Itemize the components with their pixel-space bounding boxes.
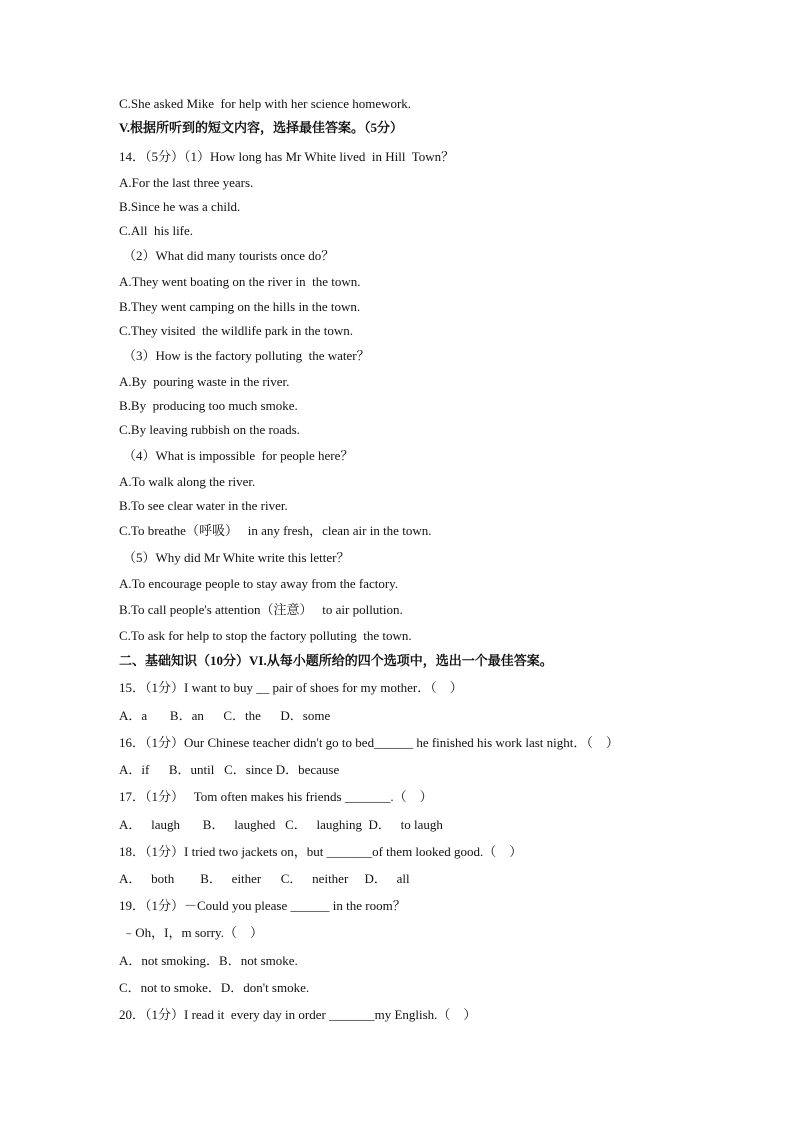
option-c: C.All his life. [119,223,194,238]
question-17: 17．（1分） Tom often makes his friends _______.（ ） [119,789,433,804]
question-20: 20．（1分）I read it every day in order _______my English.（ ） [119,1007,477,1022]
option-c: C.To ask for help to stop the factory polluting the town. [119,628,412,643]
option-a: A.By pouring waste in the river. [119,374,290,389]
option-a: A.To encourage people to stay away from the factory. [119,576,399,591]
question-14-1: 14．（5分）（1）How long has Mr White lived in Hill Town？ [119,149,455,164]
question-19-options-ab: A．not smoking．B．not smoke. [119,953,298,968]
question-18-options: A． both B． either C． neither D． all [119,871,410,886]
question-15-options: A．a B．an C．the D．some [119,708,331,723]
section-v-heading: V.根据所听到的短文内容，选择最佳答案。（5分） [119,120,403,135]
question-14-4: （4）What is impossible for people here？ [123,448,354,463]
question-14-3: （3）How is the factory polluting the water？ [123,348,370,363]
question-16-options: A．if B．until C．since D．because [119,762,340,777]
question-17-options: A． laugh B． laughed C． laughing D． to laugh [119,817,443,832]
option-b: B.They went camping on the hills in the town. [119,299,361,314]
question-16: 16．（1分）Our Chinese teacher didn't go to bed______ he finished his work last night．（ ） [119,735,619,750]
option-b: B.Since he was a child. [119,199,241,214]
question-15: 15．（1分）I want to buy __ pair of shoes for my mother．（ ） [119,680,463,695]
option-b: B.By producing too much smoke. [119,398,298,413]
question-14-5: （5）Why did Mr White write this letter？ [123,550,350,565]
option-a: A.To walk along the river. [119,474,256,489]
option-b: B.To see clear water in the river. [119,498,288,513]
option-c: C.To breathe（呼吸） in any fresh，clean air in the town. [119,523,432,538]
question-19-reply: ﹣Oh，I，m sorry.（ ） [119,925,263,940]
option-a: A.They went boating on the river in the town. [119,274,361,289]
option-b: B.To call people's attention（注意） to air pollution. [119,602,403,617]
question-18: 18．（1分）I tried two jackets on，but _______of them looked good.（ ） [119,844,523,859]
question-19-options-cd: C．not to smoke．D．don't smoke. [119,980,310,995]
option-c: C.They visited the wildlife park in the town. [119,323,353,338]
option-a: A.For the last three years. [119,175,254,190]
option-c-prev: C.She asked Mike for help with her science homework. [119,96,412,111]
option-c: C.By leaving rubbish on the roads. [119,422,300,437]
section-2-heading: 二、基础知识（10分）VI.从每小题所给的四个选项中，选出一个最佳答案。 [119,653,553,668]
question-14-2: （2）What did many tourists once do？ [123,248,335,263]
question-19: 19．（1分）－Could you please ______ in the room？ [119,898,406,913]
